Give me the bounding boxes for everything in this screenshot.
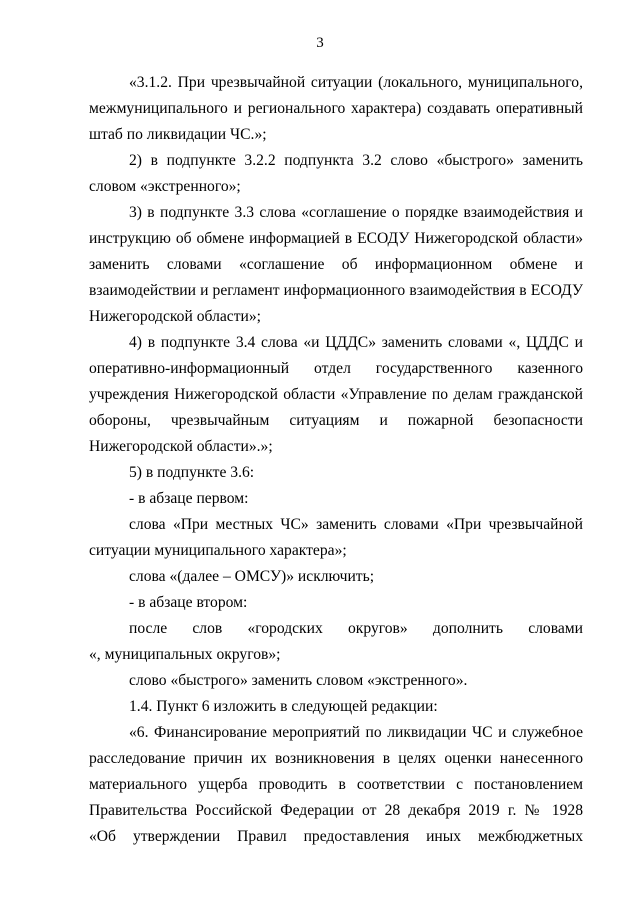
text-line: штаб по ликвидации ЧС.»; bbox=[89, 126, 267, 143]
text-line: словом «экстренного»; bbox=[89, 178, 241, 195]
text-line: 5) в подпункте 3.6: bbox=[129, 464, 255, 481]
text-line: учреждения Нижегородской области «Управление по делам гражданской bbox=[89, 386, 583, 403]
text-line: 4) в подпункте 3.4 слова «и ЦДДС» заменить словами «, ЦДДС и bbox=[129, 334, 583, 351]
text-line: Правительства Российской Федерации от 28 декабря 2019 г. № 1928 bbox=[89, 802, 583, 819]
text-line: заменить словами «соглашение об информационном обмене и bbox=[89, 256, 583, 273]
text-line: «3.1.2. При чрезвычайной ситуации (локального, муниципального, bbox=[129, 74, 583, 91]
text-line: слово «быстрого» заменить словом «экстренного». bbox=[129, 672, 468, 689]
text-line: 1.4. Пункт 6 изложить в следующей редакции: bbox=[129, 698, 438, 715]
text-line: «, муниципальных округов»; bbox=[89, 646, 281, 663]
text-line: «Об утверждении Правил предоставления иных межбюджетных bbox=[89, 828, 583, 845]
text-line: после слов «городских округов» дополнить словами bbox=[129, 620, 583, 637]
text-line: взаимодействии и регламент информационного взаимодействия в ЕСОДУ bbox=[89, 282, 583, 299]
text-line: межмуниципального и регионального характера) создавать оперативный bbox=[89, 100, 583, 117]
text-line: - в абзаце втором: bbox=[129, 594, 248, 611]
text-line: обороны, чрезвычайным ситуациям и пожарной безопасности bbox=[89, 412, 583, 429]
page-number: 3 bbox=[316, 35, 324, 51]
text-line: слова «При местных ЧС» заменить словами «При чрезвычайной bbox=[129, 516, 583, 533]
text-line: Нижегородской области».»; bbox=[89, 438, 273, 455]
text-line: 2) в подпункте 3.2.2 подпункта 3.2 слово «быстрого» заменить bbox=[129, 152, 583, 169]
text-line: инструкцию об обмене информацией в ЕСОДУ Нижегородской области» bbox=[89, 230, 583, 247]
text-line: - в абзаце первом: bbox=[129, 490, 249, 507]
text-line: расследование причин их возникновения в целях оценки нанесенного bbox=[89, 750, 583, 767]
text-line: материального ущерба проводить в соответствии с постановлением bbox=[89, 776, 583, 793]
text-line: оперативно-информационный отдел государственного казенного bbox=[89, 360, 583, 377]
text-line: Нижегородской области»; bbox=[89, 308, 261, 325]
document-body bbox=[89, 70, 583, 850]
text-line: слова «(далее – ОМСУ)» исключить; bbox=[129, 568, 375, 585]
text-line: «6. Финансирование мероприятий по ликвидации ЧС и служебное bbox=[129, 724, 583, 741]
text-line: 3) в подпункте 3.3 слова «соглашение о порядке взаимодействия и bbox=[129, 204, 583, 221]
text-line: ситуации муниципального характера»; bbox=[89, 542, 347, 559]
